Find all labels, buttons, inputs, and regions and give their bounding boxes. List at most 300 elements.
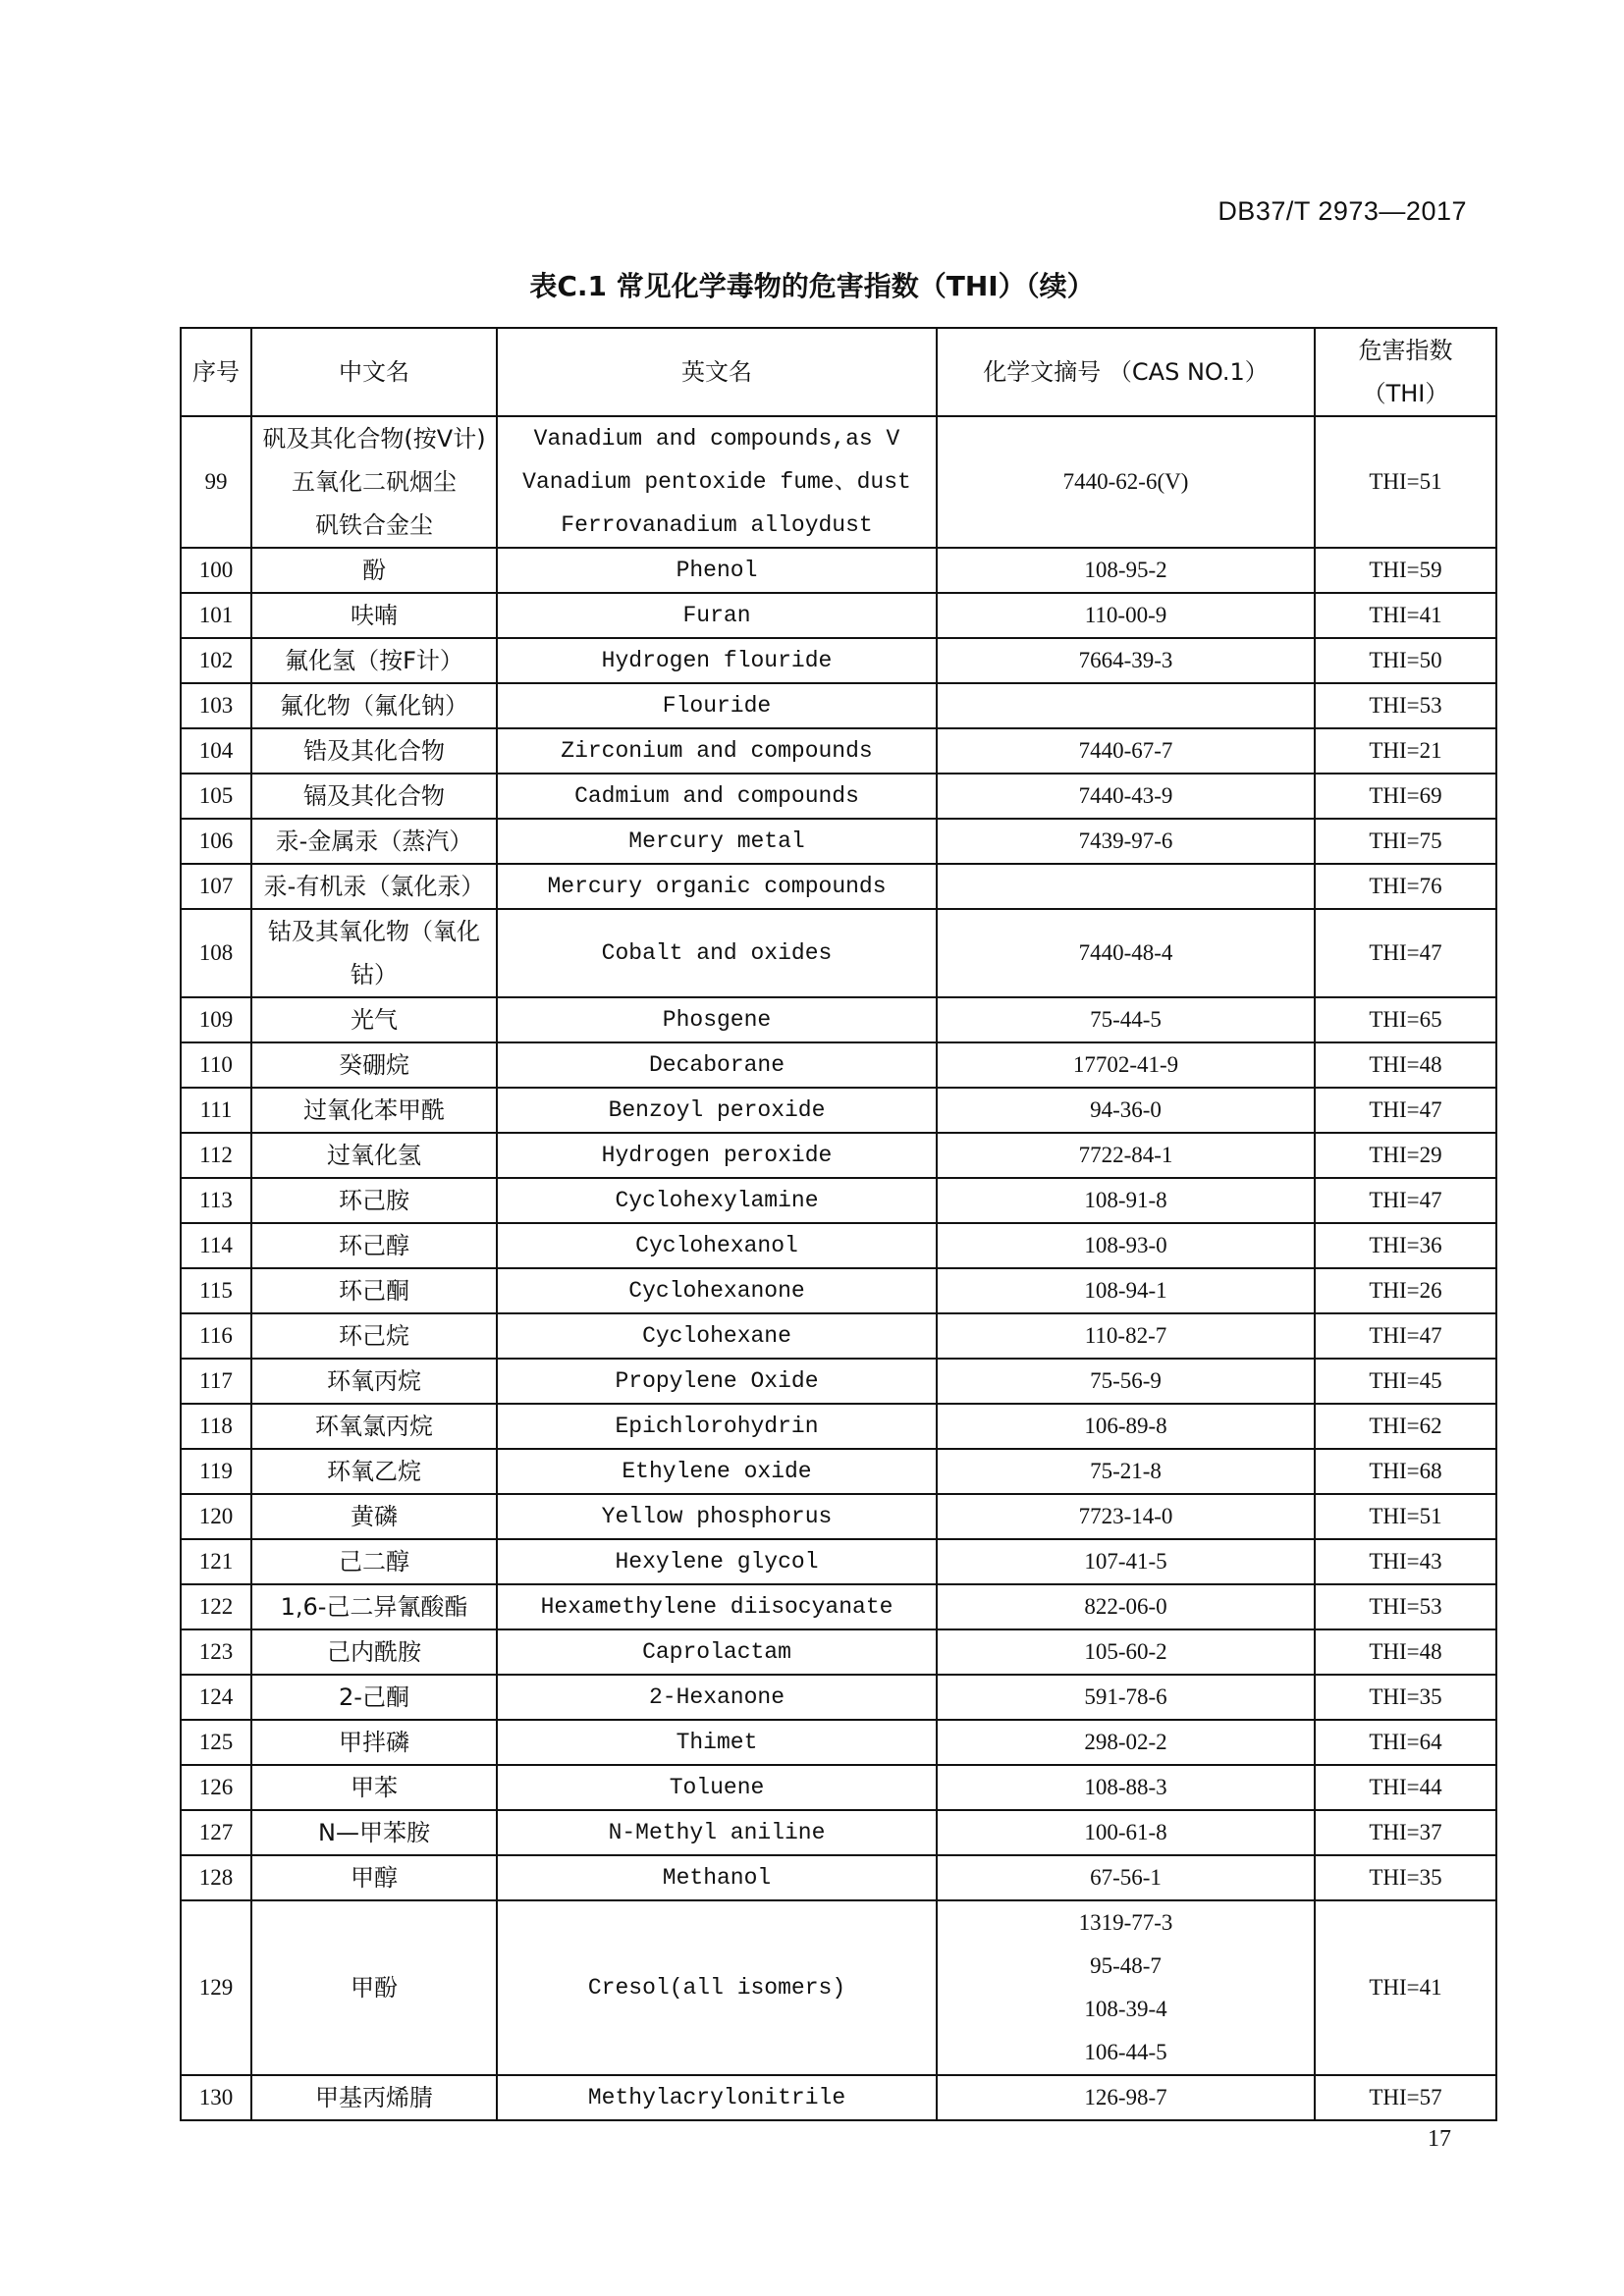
cell-cas: [937, 548, 1315, 593]
cell-cas-line: 7440-43-9: [1078, 783, 1173, 808]
cell-zh-name: [251, 2075, 497, 2120]
cell-en-name: [497, 1223, 937, 1268]
table-row: [181, 1223, 1496, 1268]
cell-zh-name-line: 氟化氢（按F计）: [285, 647, 463, 674]
cell-en-name: [497, 1720, 937, 1765]
cell-en-name-line: Hydrogen flouride: [601, 648, 833, 673]
cell-en-name: [497, 728, 937, 774]
cell-thi: THI=65: [1315, 997, 1496, 1042]
table-row: [181, 1765, 1496, 1810]
cell-no: 129: [181, 1900, 251, 2075]
cell-en-name-line: 2-Hexanone: [648, 1684, 785, 1710]
cell-zh-name-line: 矾铁合金尘: [315, 511, 433, 539]
cell-en-name: [497, 1584, 937, 1629]
cell-no: 126: [181, 1765, 251, 1810]
table-row: [181, 1088, 1496, 1133]
cell-zh-name: [251, 774, 497, 819]
cell-zh-name: [251, 864, 497, 909]
cell-cas-line: 7440-62-6(V): [1062, 469, 1189, 494]
cell-cas-line: 7664-39-3: [1078, 648, 1173, 672]
cell-no: 110: [181, 1042, 251, 1088]
cell-en-name: [497, 683, 937, 728]
cell-cas-line: 100-61-8: [1084, 1820, 1167, 1844]
cell-en-name-line: Phenol: [676, 558, 758, 583]
cell-no: 120: [181, 1494, 251, 1539]
cell-thi: THI=48: [1315, 1629, 1496, 1675]
cell-zh-name: [251, 638, 497, 683]
cell-cas-line: 94-36-0: [1090, 1097, 1162, 1122]
cell-cas: [937, 728, 1315, 774]
cell-zh-name-line: 环氧丙烷: [327, 1367, 421, 1395]
cell-zh-name: [251, 1900, 497, 2075]
cell-thi: THI=53: [1315, 1584, 1496, 1629]
cell-no: 118: [181, 1404, 251, 1449]
cell-zh-name: [251, 548, 497, 593]
cell-cas: [937, 819, 1315, 864]
cell-cas: [937, 1404, 1315, 1449]
table-row: [181, 1359, 1496, 1404]
cell-zh-name-line: 环己酮: [339, 1277, 409, 1305]
header-cas-line2: （CAS NO.1）: [1108, 358, 1269, 386]
cell-en-name-line: Methylacrylonitrile: [587, 2085, 846, 2110]
cell-en-name: [497, 638, 937, 683]
cell-cas-line: 7440-67-7: [1078, 738, 1173, 763]
cell-en-name-line: Ethylene oxide: [622, 1459, 812, 1484]
cell-thi: THI=29: [1315, 1133, 1496, 1178]
cell-zh-name: [251, 1539, 497, 1584]
header-no: 序号: [181, 328, 251, 416]
cell-zh-name-line: 1,6-己二异氰酸酯: [280, 1593, 468, 1621]
cell-zh-name-line: 氟化物（氟化钠）: [280, 692, 468, 720]
cell-en-name: [497, 1268, 937, 1313]
cell-zh-name-line: N—甲苯胺: [318, 1819, 430, 1846]
cell-zh-name: [251, 997, 497, 1042]
cell-en-name: [497, 1810, 937, 1855]
header-cas: [937, 328, 1315, 416]
cell-cas-line: 7440-48-4: [1078, 940, 1173, 965]
cell-no: 115: [181, 1268, 251, 1313]
table-row: [181, 1178, 1496, 1223]
table-row: [181, 1855, 1496, 1900]
cell-no: 101: [181, 593, 251, 638]
cell-cas: [937, 1494, 1315, 1539]
cell-zh-name-line: 环己醇: [339, 1232, 409, 1259]
cell-cas: [937, 774, 1315, 819]
table-row: [181, 1042, 1496, 1088]
header-thi-line1: 危害指数: [1358, 337, 1453, 364]
cell-en-name-line: Decaborane: [648, 1052, 785, 1078]
cell-zh-name: [251, 1720, 497, 1765]
cell-zh-name-line: 汞-有机汞（氯化汞）: [263, 873, 485, 900]
table-row: [181, 1404, 1496, 1449]
table-row: [181, 1584, 1496, 1629]
table-row: [181, 1313, 1496, 1359]
header-thi: [1315, 328, 1496, 416]
cell-thi: THI=64: [1315, 1720, 1496, 1765]
cell-thi: THI=47: [1315, 1178, 1496, 1223]
cell-en-name-line: Yellow phosphorus: [601, 1504, 833, 1529]
cell-cas: [937, 593, 1315, 638]
cell-thi: THI=48: [1315, 1042, 1496, 1088]
cell-zh-name: [251, 819, 497, 864]
cell-cas-line: 108-94-1: [1084, 1278, 1167, 1303]
cell-cas: [937, 1810, 1315, 1855]
cell-zh-name: [251, 1404, 497, 1449]
cell-cas-line: 1319-77-3: [1078, 1910, 1173, 1935]
cell-zh-name: [251, 1675, 497, 1720]
cell-cas: [937, 1629, 1315, 1675]
table-title: 表C.1 常见化学毒物的危害指数（THI）（续）: [529, 270, 1095, 302]
cell-zh-name: [251, 1629, 497, 1675]
header-zh-name: 中文名: [251, 328, 497, 416]
cell-thi: THI=62: [1315, 1404, 1496, 1449]
cell-cas-line: 108-95-2: [1084, 558, 1167, 582]
cell-en-name-line: N-Methyl aniline: [608, 1820, 826, 1845]
table-row: [181, 864, 1496, 909]
table-row: [181, 1539, 1496, 1584]
cell-en-name-line: Mercury metal: [628, 828, 805, 854]
cell-en-name: [497, 548, 937, 593]
cell-en-name-line: Vanadium pentoxide fume、dust: [522, 469, 911, 495]
cell-cas-line: 298-02-2: [1084, 1730, 1167, 1754]
cell-cas-line: 108-39-4: [1084, 1997, 1167, 2021]
table-row: [181, 638, 1496, 683]
table-row: [181, 1449, 1496, 1494]
cell-cas: [937, 1178, 1315, 1223]
cell-thi: THI=35: [1315, 1675, 1496, 1720]
cell-zh-name: [251, 1584, 497, 1629]
cell-no: 111: [181, 1088, 251, 1133]
cell-en-name: [497, 997, 937, 1042]
cell-en-name: [497, 1042, 937, 1088]
cell-cas-line: 108-91-8: [1084, 1188, 1167, 1212]
thi-table: [180, 327, 1497, 2121]
table-row: [181, 1133, 1496, 1178]
cell-thi: THI=41: [1315, 593, 1496, 638]
cell-thi: THI=26: [1315, 1268, 1496, 1313]
cell-zh-name-line: 过氧化苯甲酰: [303, 1096, 445, 1124]
cell-zh-name-line: 环己烷: [339, 1322, 409, 1350]
cell-thi: THI=36: [1315, 1223, 1496, 1268]
cell-zh-name: [251, 1223, 497, 1268]
cell-en-name-line: Vanadium and compounds,as V: [533, 426, 900, 452]
cell-cas: [937, 1042, 1315, 1088]
cell-cas: [937, 1765, 1315, 1810]
cell-thi: THI=76: [1315, 864, 1496, 909]
cell-zh-name: [251, 1088, 497, 1133]
cell-zh-name: [251, 1765, 497, 1810]
cell-cas-line: 75-21-8: [1090, 1459, 1162, 1483]
cell-en-name: [497, 1629, 937, 1675]
cell-cas-line: 108-88-3: [1084, 1775, 1167, 1799]
cell-zh-name-line: 钴）: [351, 961, 398, 988]
cell-no: 103: [181, 683, 251, 728]
cell-thi: THI=43: [1315, 1539, 1496, 1584]
cell-cas: [937, 997, 1315, 1042]
table-row: [181, 416, 1496, 548]
cell-thi: THI=21: [1315, 728, 1496, 774]
cell-cas-line: 108-93-0: [1084, 1233, 1167, 1257]
cell-thi: THI=47: [1315, 1313, 1496, 1359]
cell-cas-line: 106-89-8: [1084, 1414, 1167, 1438]
cell-zh-name-line: 甲醇: [351, 1864, 398, 1892]
cell-en-name: [497, 1088, 937, 1133]
cell-thi: THI=53: [1315, 683, 1496, 728]
cell-thi: THI=68: [1315, 1449, 1496, 1494]
table-row: [181, 2075, 1496, 2120]
cell-en-name-line: Thimet: [676, 1730, 758, 1755]
page-number: 17: [1428, 2126, 1451, 2152]
cell-cas: [937, 416, 1315, 548]
cell-no: 102: [181, 638, 251, 683]
cell-cas-line: 75-44-5: [1090, 1007, 1162, 1032]
cell-no: 117: [181, 1359, 251, 1404]
cell-zh-name-line: 汞-金属汞（蒸汽）: [275, 828, 473, 855]
cell-en-name: [497, 1900, 937, 2075]
table-row: [181, 683, 1496, 728]
cell-thi: THI=35: [1315, 1855, 1496, 1900]
cell-cas: [937, 638, 1315, 683]
cell-thi: THI=59: [1315, 548, 1496, 593]
cell-cas-line: 106-44-5: [1084, 2040, 1167, 2064]
cell-thi: THI=75: [1315, 819, 1496, 864]
cell-zh-name: [251, 1042, 497, 1088]
cell-cas: [937, 1675, 1315, 1720]
cell-zh-name: [251, 1359, 497, 1404]
cell-zh-name-line: 2-己酮: [339, 1683, 409, 1711]
cell-en-name-line: Cyclohexylamine: [615, 1188, 819, 1213]
table-row: [181, 1900, 1496, 2075]
cell-zh-name-line: 过氧化氢: [327, 1142, 421, 1169]
cell-en-name: [497, 416, 937, 548]
cell-cas-line: 591-78-6: [1084, 1684, 1167, 1709]
cell-zh-name: [251, 1449, 497, 1494]
cell-thi: THI=45: [1315, 1359, 1496, 1404]
cell-zh-name: [251, 728, 497, 774]
cell-en-name-line: Ferrovanadium alloydust: [561, 512, 873, 538]
cell-thi: THI=44: [1315, 1765, 1496, 1810]
cell-no: 104: [181, 728, 251, 774]
cell-cas: [937, 1449, 1315, 1494]
cell-en-name: [497, 1178, 937, 1223]
cell-en-name-line: Cadmium and compounds: [574, 783, 859, 809]
cell-zh-name-line: 甲苯: [351, 1774, 398, 1801]
cell-en-name: [497, 1675, 937, 1720]
header-cas-line1: 化学文摘号: [983, 358, 1102, 386]
cell-cas: [937, 1223, 1315, 1268]
cell-en-name: [497, 1313, 937, 1359]
cell-en-name-line: Epichlorohydrin: [615, 1414, 819, 1439]
cell-no: 108: [181, 909, 251, 997]
cell-no: 119: [181, 1449, 251, 1494]
cell-no: 130: [181, 2075, 251, 2120]
cell-en-name-line: Hexamethylene diisocyanate: [540, 1594, 893, 1620]
cell-no: 105: [181, 774, 251, 819]
cell-zh-name: [251, 1178, 497, 1223]
cell-zh-name-line: 呋喃: [351, 602, 398, 629]
table-row: [181, 909, 1496, 997]
cell-zh-name: [251, 909, 497, 997]
cell-cas-line: 75-56-9: [1090, 1368, 1162, 1393]
cell-en-name: [497, 593, 937, 638]
cell-zh-name-line: 锆及其化合物: [303, 737, 445, 765]
cell-cas-line: 7723-14-0: [1078, 1504, 1173, 1528]
cell-no: 99: [181, 416, 251, 548]
cell-en-name-line: Benzoyl peroxide: [608, 1097, 826, 1123]
cell-en-name: [497, 1855, 937, 1900]
cell-zh-name-line: 甲酚: [351, 1974, 398, 2002]
cell-thi: THI=69: [1315, 774, 1496, 819]
cell-zh-name: [251, 1810, 497, 1855]
cell-thi: THI=51: [1315, 1494, 1496, 1539]
cell-no: 127: [181, 1810, 251, 1855]
table-row: [181, 819, 1496, 864]
cell-en-name: [497, 1765, 937, 1810]
cell-en-name: [497, 1133, 937, 1178]
cell-no: 121: [181, 1539, 251, 1584]
cell-cas: [937, 1088, 1315, 1133]
table-container: [180, 327, 1495, 2121]
cell-no: 124: [181, 1675, 251, 1720]
cell-zh-name-line: 镉及其化合物: [303, 782, 445, 810]
cell-en-name-line: Cyclohexanol: [635, 1233, 798, 1258]
cell-thi: THI=47: [1315, 1088, 1496, 1133]
cell-cas: [937, 1900, 1315, 2075]
cell-cas-line: 126-98-7: [1084, 2085, 1167, 2109]
cell-zh-name: [251, 416, 497, 548]
cell-zh-name-line: 环氧乙烷: [327, 1458, 421, 1485]
cell-en-name: [497, 1449, 937, 1494]
cell-en-name: [497, 2075, 937, 2120]
cell-cas-line: 7439-97-6: [1078, 828, 1173, 853]
table-body: [181, 416, 1496, 2120]
cell-cas-line: 67-56-1: [1090, 1865, 1162, 1890]
cell-cas: [937, 2075, 1315, 2120]
cell-zh-name: [251, 1133, 497, 1178]
cell-en-name-line: Flouride: [662, 693, 772, 719]
cell-en-name-line: Caprolactam: [642, 1639, 791, 1665]
cell-en-name-line: Furan: [682, 603, 751, 628]
cell-zh-name-line: 光气: [351, 1006, 398, 1034]
cell-en-name-line: Zirconium and compounds: [561, 738, 873, 764]
cell-cas-line: 107-41-5: [1084, 1549, 1167, 1574]
cell-thi: THI=50: [1315, 638, 1496, 683]
cell-cas-line: 7722-84-1: [1078, 1143, 1173, 1167]
cell-zh-name-line: 甲基丙烯腈: [315, 2084, 433, 2111]
document-code: DB37/T 2973—2017: [1218, 196, 1467, 226]
cell-zh-name-line: 环己胺: [339, 1187, 409, 1214]
table-row: [181, 1494, 1496, 1539]
cell-zh-name-line: 环氧氯丙烷: [315, 1413, 433, 1440]
cell-cas: [937, 1359, 1315, 1404]
header-thi-line2: （THI）: [1362, 380, 1449, 407]
cell-cas: [937, 1268, 1315, 1313]
table-row: [181, 728, 1496, 774]
cell-thi: THI=37: [1315, 1810, 1496, 1855]
cell-thi: THI=47: [1315, 909, 1496, 997]
cell-en-name-line: Cobalt and oxides: [601, 940, 833, 966]
cell-en-name: [497, 1494, 937, 1539]
cell-zh-name-line: 己内酰胺: [327, 1638, 421, 1666]
cell-no: 116: [181, 1313, 251, 1359]
cell-no: 114: [181, 1223, 251, 1268]
cell-no: 125: [181, 1720, 251, 1765]
cell-en-name-line: Hydrogen peroxide: [601, 1143, 833, 1168]
cell-zh-name-line: 矾及其化合物(按V计): [262, 425, 486, 453]
table-row: [181, 1810, 1496, 1855]
cell-zh-name: [251, 593, 497, 638]
cell-cas-line: 822-06-0: [1084, 1594, 1167, 1619]
cell-cas: [937, 864, 1315, 909]
cell-en-name-line: Toluene: [669, 1775, 765, 1800]
cell-en-name-line: Cyclohexane: [642, 1323, 791, 1349]
cell-zh-name-line: 己二醇: [339, 1548, 409, 1575]
cell-zh-name-line: 甲拌磷: [339, 1729, 409, 1756]
cell-cas: [937, 1720, 1315, 1765]
cell-no: 128: [181, 1855, 251, 1900]
cell-zh-name: [251, 1494, 497, 1539]
cell-en-name-line: Hexylene glycol: [615, 1549, 819, 1575]
cell-zh-name: [251, 1268, 497, 1313]
table-row: [181, 548, 1496, 593]
cell-no: 123: [181, 1629, 251, 1675]
cell-en-name-line: Cyclohexanone: [628, 1278, 805, 1304]
cell-cas-line: 110-82-7: [1084, 1323, 1167, 1348]
cell-zh-name-line: 五氧化二矾烟尘: [292, 468, 457, 496]
cell-cas: [937, 1539, 1315, 1584]
cell-zh-name: [251, 1313, 497, 1359]
table-row: [181, 1629, 1496, 1675]
cell-thi: THI=41: [1315, 1900, 1496, 2075]
table-row: [181, 593, 1496, 638]
cell-cas-line: 105-60-2: [1084, 1639, 1167, 1664]
cell-en-name-line: Mercury organic compounds: [547, 874, 887, 899]
cell-no: 122: [181, 1584, 251, 1629]
cell-en-name-line: Propylene Oxide: [615, 1368, 819, 1394]
cell-zh-name: [251, 1855, 497, 1900]
cell-en-name: [497, 774, 937, 819]
cell-cas: [937, 1855, 1315, 1900]
cell-en-name: [497, 819, 937, 864]
cell-zh-name: [251, 683, 497, 728]
table-row: [181, 997, 1496, 1042]
cell-en-name-line: Phosgene: [662, 1007, 772, 1033]
cell-en-name: [497, 1404, 937, 1449]
cell-en-name-line: Cresol(all isomers): [587, 1975, 846, 2001]
table-row: [181, 1720, 1496, 1765]
cell-cas: [937, 683, 1315, 728]
cell-zh-name-line: 癸硼烷: [339, 1051, 409, 1079]
cell-cas-line: 95-48-7: [1090, 1953, 1162, 1978]
cell-thi: THI=51: [1315, 416, 1496, 548]
cell-cas: [937, 909, 1315, 997]
cell-cas-line: 17702-41-9: [1072, 1052, 1179, 1077]
table-row: [181, 774, 1496, 819]
cell-no: 113: [181, 1178, 251, 1223]
cell-thi: THI=57: [1315, 2075, 1496, 2120]
cell-en-name: [497, 1539, 937, 1584]
cell-zh-name-line: 黄磷: [351, 1503, 398, 1530]
cell-no: 100: [181, 548, 251, 593]
cell-no: 106: [181, 819, 251, 864]
cell-zh-name-line: 酚: [362, 557, 386, 584]
table-row: [181, 1268, 1496, 1313]
cell-no: 112: [181, 1133, 251, 1178]
cell-cas: [937, 1584, 1315, 1629]
table-row: [181, 1675, 1496, 1720]
cell-cas: [937, 1133, 1315, 1178]
cell-en-name: [497, 864, 937, 909]
